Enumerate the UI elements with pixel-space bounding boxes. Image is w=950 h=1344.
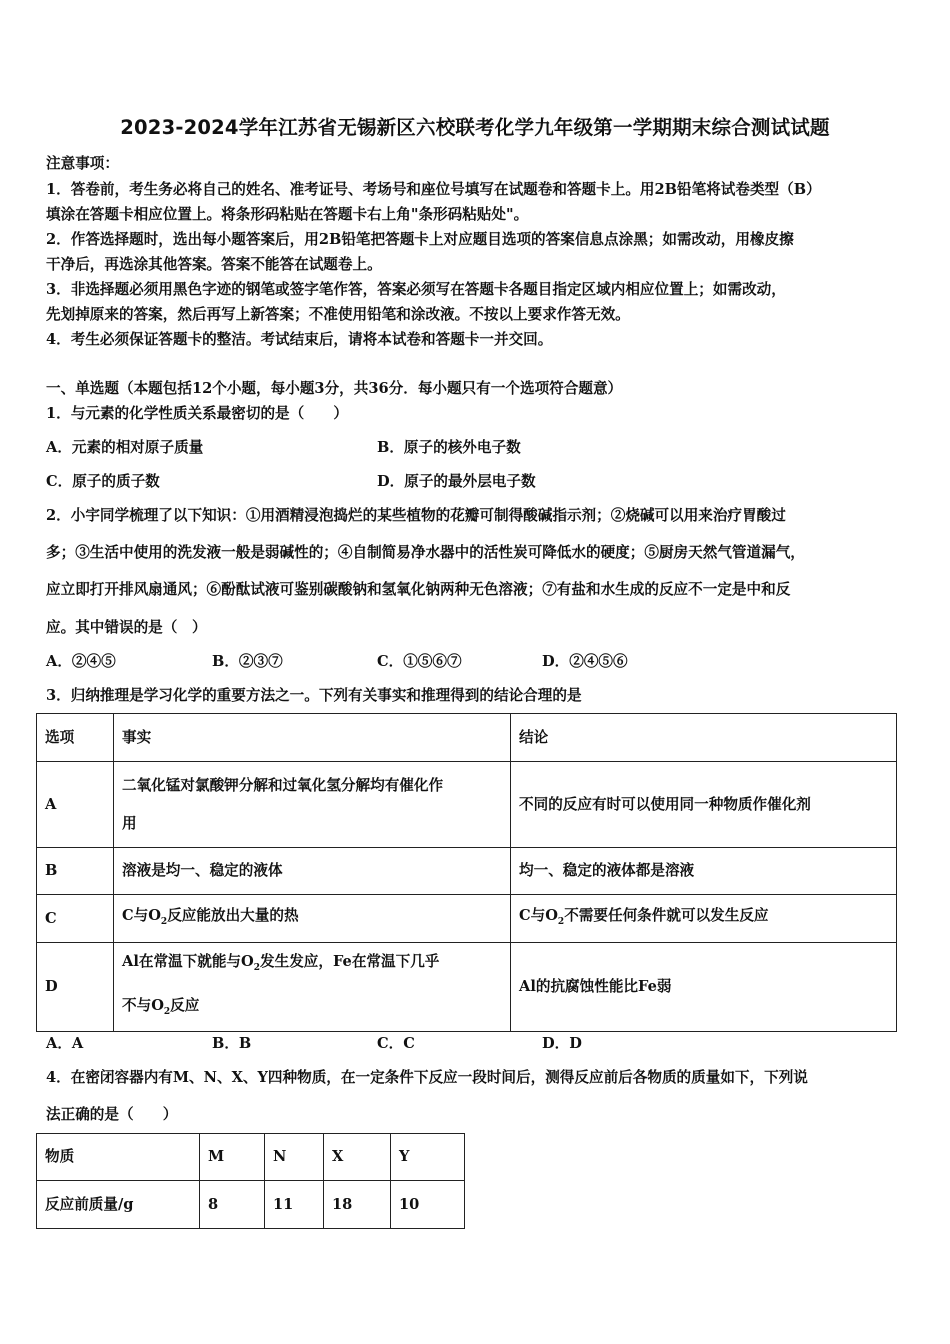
table-cell: 溶液是均一、稳定的液体 xyxy=(114,848,511,895)
table-header: 事实 xyxy=(114,714,511,762)
q4-table xyxy=(36,1133,465,1229)
table-cell: A xyxy=(37,762,114,848)
notice-line: 3．非选择题必须用黑色字迹的钢笔或签字笔作答，答案必须写在答题卡各题目指定区域内相应位置上；如需改动， xyxy=(46,281,786,298)
table-row xyxy=(37,895,897,943)
table-header: 选项 xyxy=(37,714,114,762)
table-row xyxy=(37,848,897,895)
q2-option-b: B．②③⑦ xyxy=(212,653,283,670)
table-cell: 18 xyxy=(324,1181,391,1229)
q2-option-c: C．①⑤⑥⑦ xyxy=(377,653,462,670)
question-2-stem: 应。其中错误的是（ ） xyxy=(46,619,207,636)
table-cell: C与$O_2$不需要任何条件就可以发生反应 xyxy=(511,895,897,943)
question-2-stem: 2．小宇同学梳理了以下知识：①用酒精浸泡捣烂的某些植物的花瓣可制得酸碱指示剂；②烧碱可以用来治疗胃酸过 xyxy=(46,507,786,524)
table-cell: 10 xyxy=(391,1181,465,1229)
table-cell: 不同的反应有时可以使用同一种物质作催化剂 xyxy=(511,762,897,848)
table-cell: 反应前质量/g xyxy=(37,1181,200,1229)
table-cell: Al在常温下就能与$O_2$发生发应，Fe在常温下几乎 不与$O_2$反应 xyxy=(114,943,511,1032)
table-cell: 二氧化锰对氯酸钾分解和过氧化氢分解均有催化作 用 xyxy=(114,762,511,848)
q2-option-d: D．②④⑤⑥ xyxy=(542,653,628,670)
question-4-stem: 法正确的是（ ） xyxy=(46,1106,178,1123)
q3-table xyxy=(36,713,897,1032)
q3-option-d: D．D xyxy=(542,1035,582,1052)
table-cell: B xyxy=(37,848,114,895)
table-cell: 均一、稳定的液体都是溶液 xyxy=(511,848,897,895)
table-header: N xyxy=(265,1134,324,1181)
table-cell: C与$O_2$反应能放出大量的热 xyxy=(114,895,511,943)
table-cell: 11 xyxy=(265,1181,324,1229)
q3-option-c: C．C xyxy=(377,1035,415,1052)
notice-line: 先划掉原来的答案，然后再写上新答案；不准使用铅笔和涂改液。不按以上要求作答无效。 xyxy=(46,306,630,323)
table-header: Y xyxy=(391,1134,465,1181)
table-cell: 8 xyxy=(200,1181,265,1229)
table-row xyxy=(37,762,897,848)
q3-option-b: B．B xyxy=(212,1035,252,1052)
table-row xyxy=(37,1181,465,1229)
table-row xyxy=(37,943,897,1032)
notice-line: 2．作答选择题时，选出每小题答案后，用2B铅笔把答题卡上对应题目选项的答案信息点涂黑；如需改动，用橡皮擦 xyxy=(46,231,794,248)
table-header: M xyxy=(200,1134,265,1181)
section-heading: 一、单选题（本题包括12个小题，每小题3分，共36分．每小题只有一个选项符合题意） xyxy=(46,380,623,397)
table-cell: D xyxy=(37,943,114,1032)
table-header: 物质 xyxy=(37,1134,200,1181)
q3-option-a: A．A xyxy=(46,1035,84,1052)
question-3-stem: 3．归纳推理是学习化学的重要方法之一。下列有关事实和推理得到的结论合理的是 xyxy=(46,687,582,704)
notice-line: 4．考生必须保证答题卡的整洁。考试结束后，请将本试卷和答题卡一并交回。 xyxy=(46,331,553,348)
notice-line: 填涂在答题卡相应位置上。将条形码粘贴在答题卡右上角"条形码粘贴处"。 xyxy=(46,206,529,223)
q1-option-a: A．元素的相对原子质量 xyxy=(46,439,204,456)
table-header: 结论 xyxy=(511,714,897,762)
table-cell: C xyxy=(37,895,114,943)
q2-option-a: A．②④⑤ xyxy=(46,653,116,670)
question-2-stem: 应立即打开排风扇通风；⑥酚酞试液可鉴别碳酸钠和氢氧化钠两种无色溶液；⑦有盐和水生成的反应不一定是中和反 xyxy=(46,581,791,598)
table-cell: Al的抗腐蚀性能比Fe弱 xyxy=(511,943,897,1032)
question-2-stem: 多；③生活中使用的洗发液一般是弱碱性的；④自制简易净水器中的活性炭可降低水的硬度；⑤厨房天然气管道漏气， xyxy=(46,544,805,561)
question-4-stem: 4．在密闭容器内有M、N、X、Y四种物质，在一定条件下反应一段时间后，测得反应前后各物质的质量如下，下列说 xyxy=(46,1069,808,1086)
q1-option-b: B．原子的核外电子数 xyxy=(377,439,521,456)
table-header: X xyxy=(324,1134,391,1181)
notice-line: 干净后，再选涂其他答案。答案不能答在试题卷上。 xyxy=(46,256,382,273)
question-1-stem: 1．与元素的化学性质关系最密切的是（ ） xyxy=(46,405,349,422)
q1-option-d: D．原子的最外层电子数 xyxy=(377,473,536,490)
q1-option-c: C．原子的质子数 xyxy=(46,473,160,490)
notice-line: 1．答卷前，考生务必将自己的姓名、准考证号、考场号和座位号填写在试题卷和答题卡上。用2B铅笔将试卷类型（B） xyxy=(46,181,821,198)
notice-heading: 注意事项： xyxy=(46,155,119,172)
page-title: 2023-2024学年江苏省无锡新区六校联考化学九年级第一学期期末综合测试试题 xyxy=(120,116,830,139)
